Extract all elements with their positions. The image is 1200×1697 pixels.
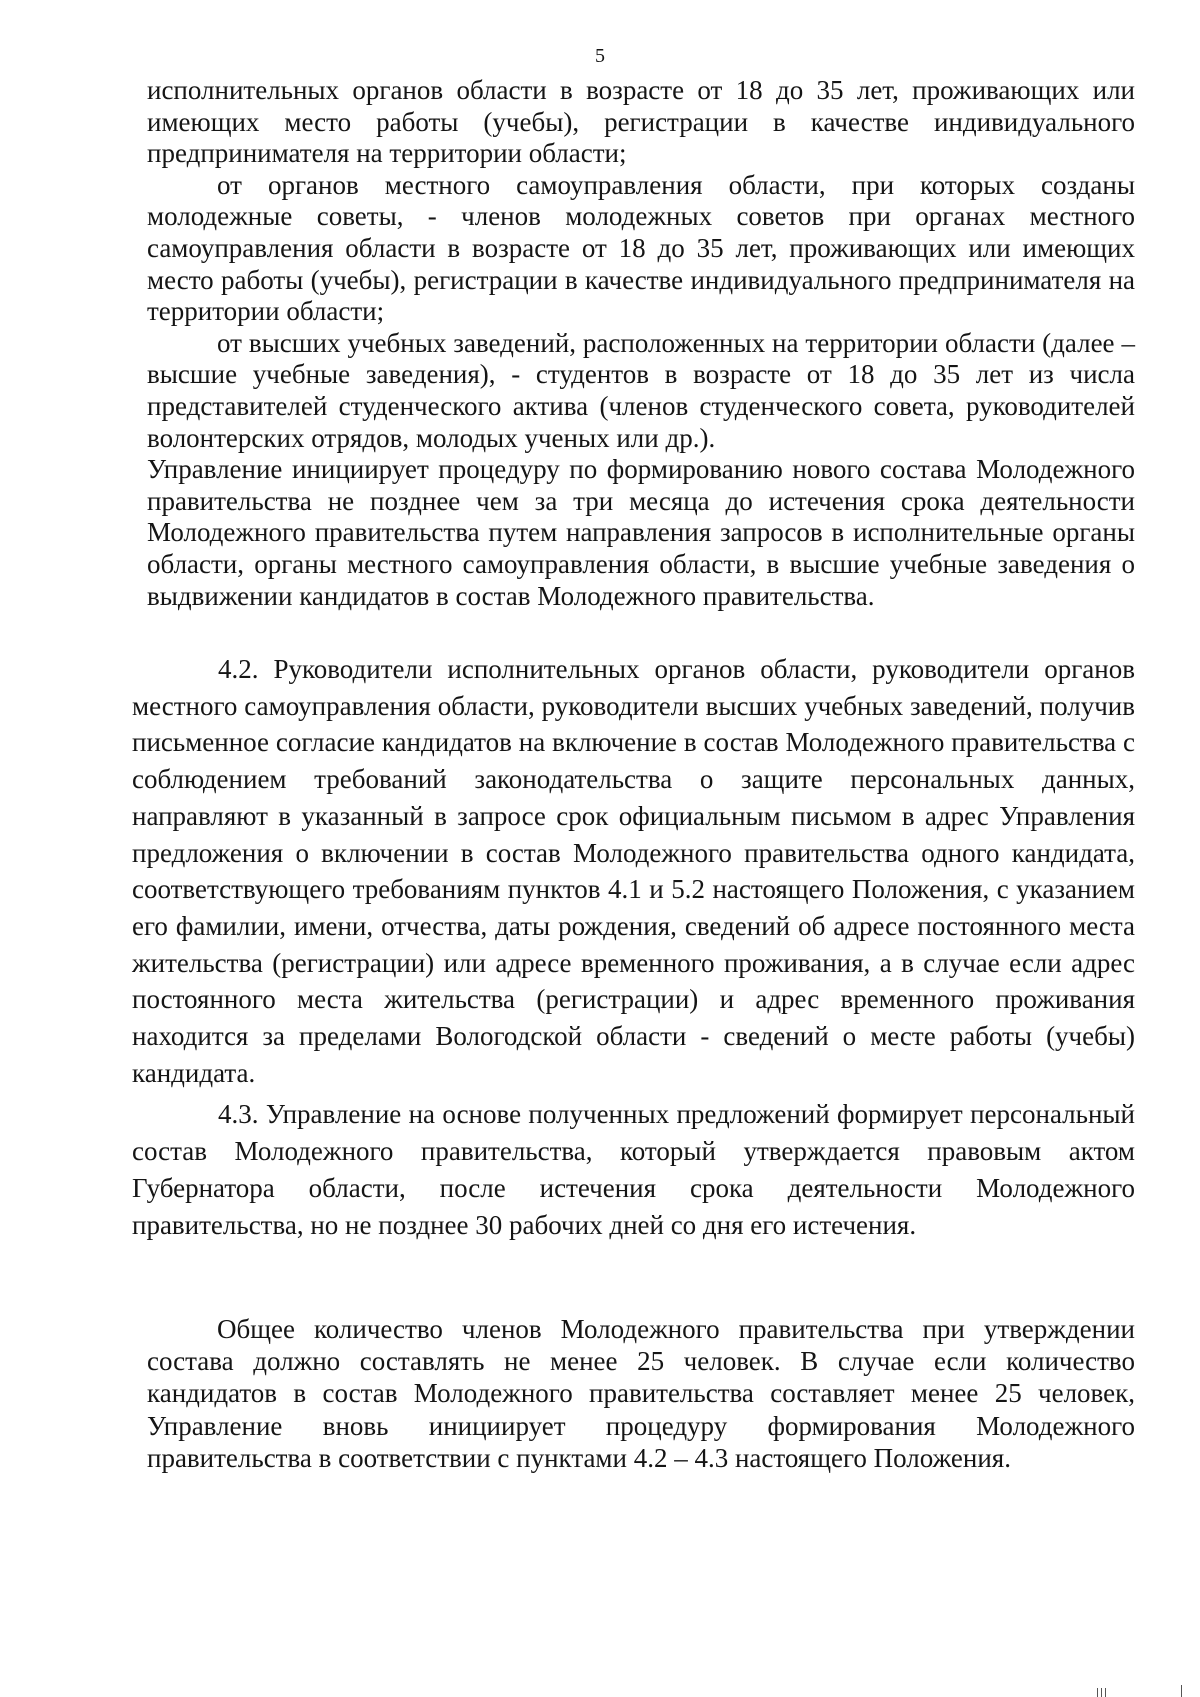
- paragraph-4-2: 4.2. Руководители исполнительных органов области, руководители органов местного самоуправления области, руководители высших учебных заведений, получив письменное согласие кандидатов на включение в состав Молодежного правительства с соблюдением требований законодательства о защите персональных данных, направляют в указанный в запросе срок официальным письмом в адрес Управления предложения о включении в состав Молодежного правительства одного кандидата, соответствующего требованиям пунктов 4.1 и 5.2 настоящего Положения, с указанием его фамилии, имени, отчества, даты рождения, сведений об адресе постоянного места жительства (регистрации) или адресе временного проживания, а в случае если адрес постоянного места жительства (регистрации) и адрес временного проживания находится за пределами Вологодской области - сведений о месте работы (учебы) кандидата.: [132, 654, 1135, 1088]
- paragraph: Общее количество членов Молодежного правительства при утверждении состава должно составлять не менее 25 человек. В случае если количество кандидатов в состав Молодежного правительства составляет менее 25 человек, Управление вновь инициирует процедуру формирования Молодежного правительства в соответствии с пунктами 4.2 – 4.3 настоящего Положения.: [147, 1314, 1135, 1473]
- paragraph-4-3: 4.3. Управление на основе полученных предложений формирует персональный состав Молодежного правительства, который утверждается правовым актом Губернатора области, после истечения срока деятельности Молодежного правительства, но не позднее 30 рабочих дней со дня его истечения.: [132, 1099, 1135, 1240]
- scan-artifact: [1181, 1685, 1182, 1697]
- page-number: 5: [595, 45, 605, 67]
- scan-artifact: [1097, 1688, 1098, 1697]
- document-body-part-2: [132, 651, 1135, 1243]
- paragraph: от высших учебных заведений, расположенных на территории области (далее – высшие учебные заведения), - студентов в возрасте от 18 до 35 лет из числа представителей студенческого актива (членов студенческого совета, руководителей волонтерских отрядов, молодых ученых или др.).: [147, 327, 1135, 453]
- document-body-part-1: [147, 75, 1135, 612]
- paragraph: Управление инициирует процедуру по формированию нового состава Молодежного правительства не позднее чем за три месяца до истечения срока деятельности Молодежного правительства путем направления запросов в исполнительные органы области, органы местного самоуправления области, в высшие учебные заведения о выдвижении кандидатов в состав Молодежного правительства.: [147, 454, 1135, 611]
- document-body-part-3: [147, 1313, 1135, 1474]
- paragraph: от органов местного самоуправления области, при которых созданы молодежные советы, - членов молодежных советов при органах местного самоуправления области в возрасте от 18 до 35 лет, проживающих или имеющих место работы (учебы), регистрации в качестве индивидуального предпринимателя на территории области;: [147, 169, 1135, 327]
- paragraph: исполнительных органов области в возрасте от 18 до 35 лет, проживающих или имеющих место работы (учебы), регистрации в качестве индивидуального предпринимателя на территории области;: [147, 75, 1135, 169]
- scan-artifact: [1101, 1688, 1102, 1697]
- scan-artifact: [1105, 1688, 1106, 1697]
